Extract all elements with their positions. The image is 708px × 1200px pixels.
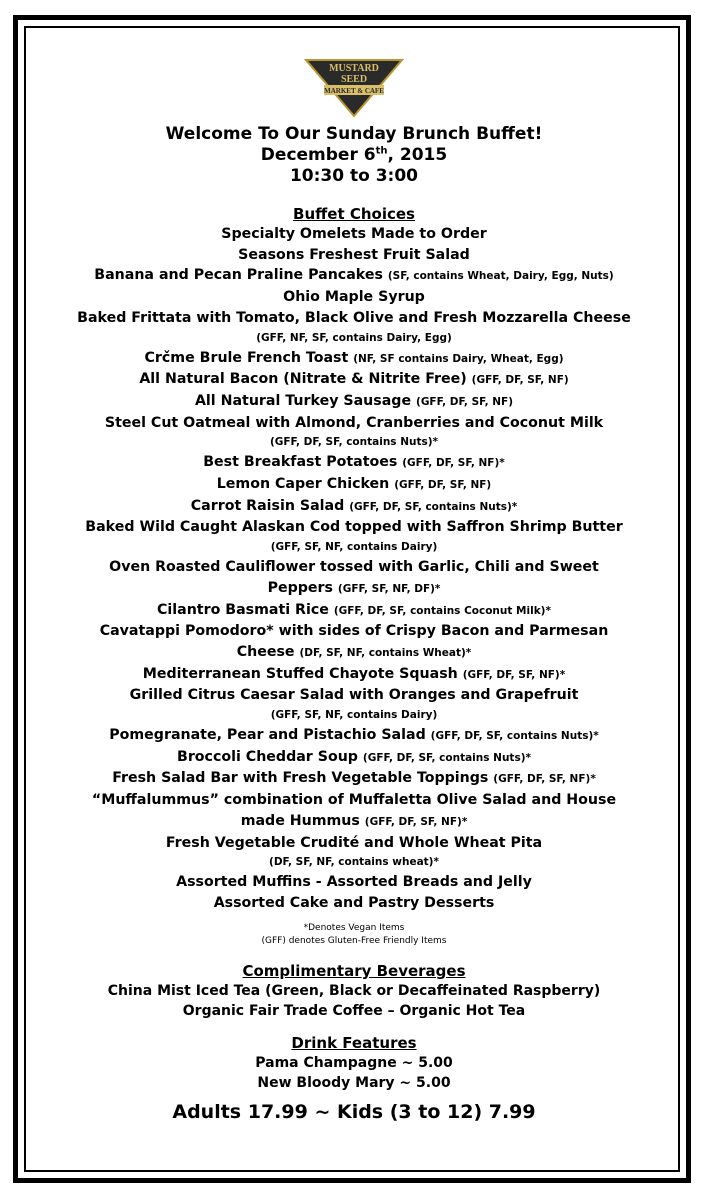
menu-item [30, 578, 678, 600]
menu-item [30, 413, 678, 434]
menu-item [30, 811, 678, 833]
beverages-title: Complimentary Beverages [242, 961, 466, 980]
date-main: December 6 [260, 145, 376, 165]
logo-text-mustard: MUSTARD [329, 63, 379, 74]
menu-item-name: Specialty Omelets Made to Order [221, 226, 487, 242]
menu-item-notes: (GFF, DF, SF, contains Nuts)* [362, 751, 531, 764]
menu-item-name: Carrot Raisin Salad [190, 497, 350, 514]
menu-item-name: Cavatappi Pomodoro* with sides of Crispy Bacon and Parmesan [99, 623, 609, 640]
menu-item [30, 642, 678, 664]
vegan-note: *Denotes Vegan Items [303, 922, 405, 933]
list-item: China Mist Iced Tea (Green, Black or Decaffeinated Raspberry) [107, 982, 601, 999]
menu-item-notes: (SF, contains Wheat, Dairy, Egg, Nuts) [387, 270, 614, 283]
menu-item-notes: (GFF, DF, SF, NF) [394, 479, 492, 492]
menu-item [30, 287, 678, 308]
menu-item-name: Assorted Muffins - Assorted Breads and Jelly [176, 874, 532, 891]
welcome-title: Welcome To Our Sunday Brunch Buffet! [165, 124, 543, 144]
menu-item-name: Grilled Citrus Caesar Salad with Oranges and Grapefruit [129, 687, 579, 704]
menu-item [30, 369, 678, 391]
menu-item-notes: (GFF, SF, NF, contains Dairy) [270, 709, 438, 722]
menu-item-notes: (DF, SF, NF, contains wheat)* [269, 856, 439, 869]
pricing-line: Adults 17.99 ~ Kids (3 to 12) 7.99 [172, 1101, 536, 1124]
menu-item [30, 329, 678, 348]
menu-item [30, 747, 678, 769]
menu-item-notes: (GFF, SF, NF, DF)* [337, 582, 441, 595]
menu-item-name: Lemon Caper Chicken [216, 476, 395, 493]
menu-item-notes: (NF, SF contains Dairy, Wheat, Egg) [353, 352, 564, 365]
menu-item [30, 224, 678, 245]
menu-item-name: Ohio Maple Syrup [283, 289, 425, 306]
menu-item-name: Pomegranate, Pear and Pistachio Salad [109, 727, 431, 744]
menu-item-notes: (GFF, DF, SF, NF)* [462, 668, 566, 681]
menu-item [30, 452, 678, 474]
menu-item-name: Mediterranean Stuffed Chayote Squash [142, 665, 463, 682]
menu-item [30, 245, 678, 266]
menu-item-notes: (GFF, DF, SF, contains Coconut Milk)* [333, 604, 551, 617]
menu-item [30, 474, 678, 496]
menu-item-notes: (GFF, DF, SF, NF)* [493, 773, 596, 786]
menu-item-name: “Muffalummus” combination of Muffaletta Olive Salad and House [91, 792, 617, 809]
menu-item [30, 664, 678, 686]
menu-item-notes: (GFF, DF, SF, NF) [416, 395, 514, 408]
menu-item-notes: (GFF, DF, SF, contains Nuts)* [269, 436, 439, 449]
menu-item [30, 517, 678, 538]
menu-item-name: All Natural Bacon (Nitrate & Nitrite Free) [139, 371, 472, 388]
buffet-choices-title: Buffet Choices [293, 205, 415, 223]
menu-item-name: Best Breakfast Potatoes [203, 454, 403, 471]
menu-item-notes: (DF, SF, NF, contains Wheat)* [299, 646, 472, 659]
menu-item-notes: (GFF, DF, SF, NF) [471, 374, 569, 387]
menu-item-name: Cheese [236, 643, 300, 660]
date-sup: th [375, 145, 388, 157]
menu-item-name: Steel Cut Oatmeal with Almond, Cranberries and Coconut Milk [104, 414, 604, 431]
menu-item-name: Peppers [267, 579, 338, 596]
menu-item-name: Baked Frittata with Tomato, Black Olive and Fresh Mozzarella Cheese [77, 309, 631, 326]
menu-item-name: Assorted Cake and Pastry Desserts [213, 894, 495, 911]
menu-item-name: Banana and Pecan Praline Pancakes [94, 267, 388, 284]
menu-item [30, 391, 678, 413]
menu-item [30, 621, 678, 642]
logo-text-market-cafe: MARKET & CAFE [324, 87, 384, 95]
menu-content [30, 56, 678, 1124]
menu-item [30, 833, 678, 854]
menu-item-notes: (GFF, SF, NF, contains Dairy) [270, 541, 438, 554]
welcome-heading [30, 124, 678, 187]
event-date [30, 145, 678, 166]
menu-item [30, 265, 678, 287]
drink-features-list [30, 1053, 678, 1094]
menu-item [30, 433, 678, 452]
menu-item-notes: (GFF, DF, SF, contains Nuts)* [430, 730, 599, 743]
event-hours: 10:30 to 3:00 [289, 166, 419, 186]
menu-item-notes: (GFF, DF, SF, NF)* [402, 457, 505, 470]
menu-item-name: Crčme Brule French Toast [144, 349, 354, 366]
menu-item [30, 706, 678, 725]
buffet-list [30, 224, 678, 914]
logo-text-seed: SEED [340, 74, 368, 85]
menu-item-notes: (GFF, DF, SF, contains Nuts)* [349, 500, 518, 513]
menu-item [30, 496, 678, 518]
menu-item-name: All Natural Turkey Sausage [194, 392, 417, 409]
beverages-list [30, 981, 678, 1022]
gff-note: (GFF) denotes Gluten-Free Friendly Items [261, 935, 447, 946]
menu-item [30, 853, 678, 872]
drink-features-title: Drink Features [291, 1033, 417, 1052]
list-item: Organic Fair Trade Coffee – Organic Hot Tea [182, 1003, 526, 1020]
menu-item-name: Fresh Salad Bar with Fresh Vegetable Toppings [112, 770, 494, 787]
list-item: New Bloody Mary ~ 5.00 [257, 1075, 451, 1092]
menu-item-name: Fresh Vegetable Crudité and Whole Wheat Pita [165, 834, 543, 851]
mustard-seed-logo [304, 56, 404, 118]
menu-item [30, 348, 678, 370]
menu-item [30, 768, 678, 790]
menu-item [30, 538, 678, 557]
menu-item-notes: (GFF, NF, SF, contains Dairy, Egg) [256, 331, 452, 344]
menu-item [30, 308, 678, 329]
menu-item [30, 893, 678, 914]
list-item: Pama Champagne ~ 5.00 [255, 1054, 453, 1071]
menu-item-name: Seasons Freshest Fruit Salad [238, 246, 470, 263]
menu-item-name: Baked Wild Caught Alaskan Cod topped with Saffron Shrimp Butter [85, 519, 623, 536]
date-year: , 2015 [387, 145, 448, 165]
menu-item [30, 600, 678, 622]
menu-item-name: Oven Roasted Cauliflower tossed with Garlic, Chili and Sweet [109, 559, 599, 576]
menu-item-notes: (GFF, DF, SF, NF)* [364, 815, 468, 828]
menu-item-name: made Hummus [240, 812, 365, 829]
menu-item-name: Broccoli Cheddar Soup [177, 748, 363, 765]
menu-item [30, 685, 678, 706]
menu-item [30, 557, 678, 578]
menu-item-name: Cilantro Basmati Rice [157, 601, 334, 618]
menu-item [30, 872, 678, 893]
menu-item [30, 725, 678, 747]
menu-item [30, 790, 678, 811]
